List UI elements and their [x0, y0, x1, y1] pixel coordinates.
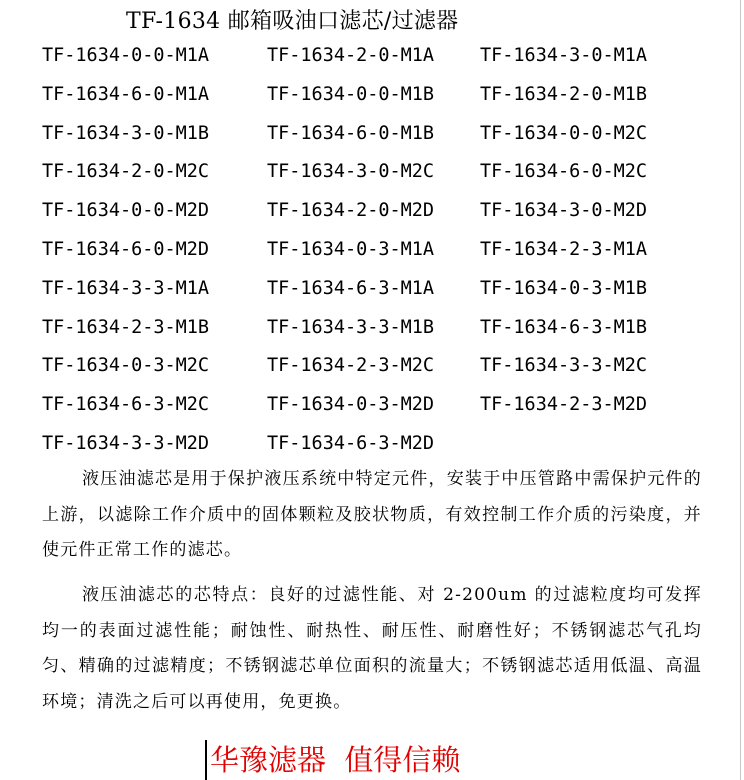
page-edge-rule [740, 0, 741, 780]
text-cursor [205, 740, 207, 780]
part-number: TF-1634-6-3-M1A [267, 277, 435, 299]
part-number: TF-1634-3-0-M2C [267, 161, 435, 183]
part-number: TF-1634-2-0-M2C [42, 161, 210, 183]
part-number: TF-1634-6-0-M2D [42, 238, 210, 260]
part-number: TF-1634-0-3-M1A [267, 238, 435, 260]
part-number: TF-1634-0-3-M1B [480, 277, 648, 299]
part-row [42, 199, 722, 238]
part-number: TF-1634-2-0-M2D [267, 200, 435, 222]
part-number: TF-1634-6-0-M1B [267, 122, 435, 144]
part-number: TF-1634-2-3-M2D [480, 394, 648, 416]
part-number: TF-1634-3-0-M1A [480, 45, 648, 66]
part-number: TF-1634-2-0-M1A [267, 45, 435, 66]
part-row [42, 160, 722, 199]
part-number: TF-1634-0-3-M2C [42, 355, 210, 377]
part-row [42, 316, 722, 355]
part-number: TF-1634-3-3-M2C [480, 355, 648, 377]
part-row [42, 44, 722, 83]
part-number: TF-1634-3-3-M1A [42, 277, 210, 299]
part-number: TF-1634-6-0-M2C [480, 161, 648, 183]
part-number: TF-1634-6-0-M1A [42, 83, 210, 105]
part-row [42, 277, 722, 316]
part-number: TF-1634-0-0-M1A [42, 45, 210, 66]
part-number: TF-1634-3-0-M1B [42, 122, 210, 144]
part-number: TF-1634-0-0-M2D [42, 200, 210, 222]
part-number: TF-1634-0-3-M2D [267, 394, 435, 416]
part-number: TF-1634-3-3-M1B [267, 316, 435, 338]
part-number: TF-1634-2-3-M2C [267, 355, 435, 377]
part-number: TF-1634-2-0-M1B [480, 83, 648, 105]
part-row [42, 122, 722, 161]
part-number-grid [42, 44, 722, 471]
part-number: TF-1634-0-0-M2C [480, 122, 648, 144]
part-number: TF-1634-6-3-M2D [267, 432, 435, 454]
part-number: TF-1634-0-0-M1B [267, 83, 435, 105]
part-number: TF-1634-2-3-M1B [42, 316, 210, 338]
document-title: TF-1634 邮箱吸油口滤芯/过滤器 [126, 9, 459, 34]
part-number: TF-1634-3-0-M2D [480, 200, 648, 222]
part-row [42, 238, 722, 277]
features-paragraph: 液压油滤芯的芯特点：良好的过滤性能、对 2-200um 的过滤粒度均可发挥均一的表面过滤性能；耐蚀性、耐热性、耐压性、耐磨性好；不锈钢滤芯气孔均匀、精确的过滤精度；不锈钢滤芯单位面积的流量大；不锈钢滤芯适用低温、高温环境；清洗之后可以再使用，免更换。 [42, 585, 702, 712]
part-number: TF-1634-2-3-M1A [480, 238, 648, 260]
part-number: TF-1634-6-3-M2C [42, 394, 210, 416]
part-row [42, 354, 722, 393]
part-row [42, 393, 722, 432]
description-paragraph: 液压油滤芯是用于保护液压系统中特定元件，安装于中压管路中需保护元件的上游，以滤除工作介质中的固体颗粒及胶状物质，有效控制工作介质的污染度，并使元件正常工作的滤芯。 [42, 469, 702, 560]
part-row [42, 83, 722, 122]
part-number: TF-1634-3-3-M2D [42, 432, 210, 454]
slogan-text: 华豫滤器 值得信赖 [210, 743, 461, 777]
part-number: TF-1634-6-3-M1B [480, 316, 648, 338]
